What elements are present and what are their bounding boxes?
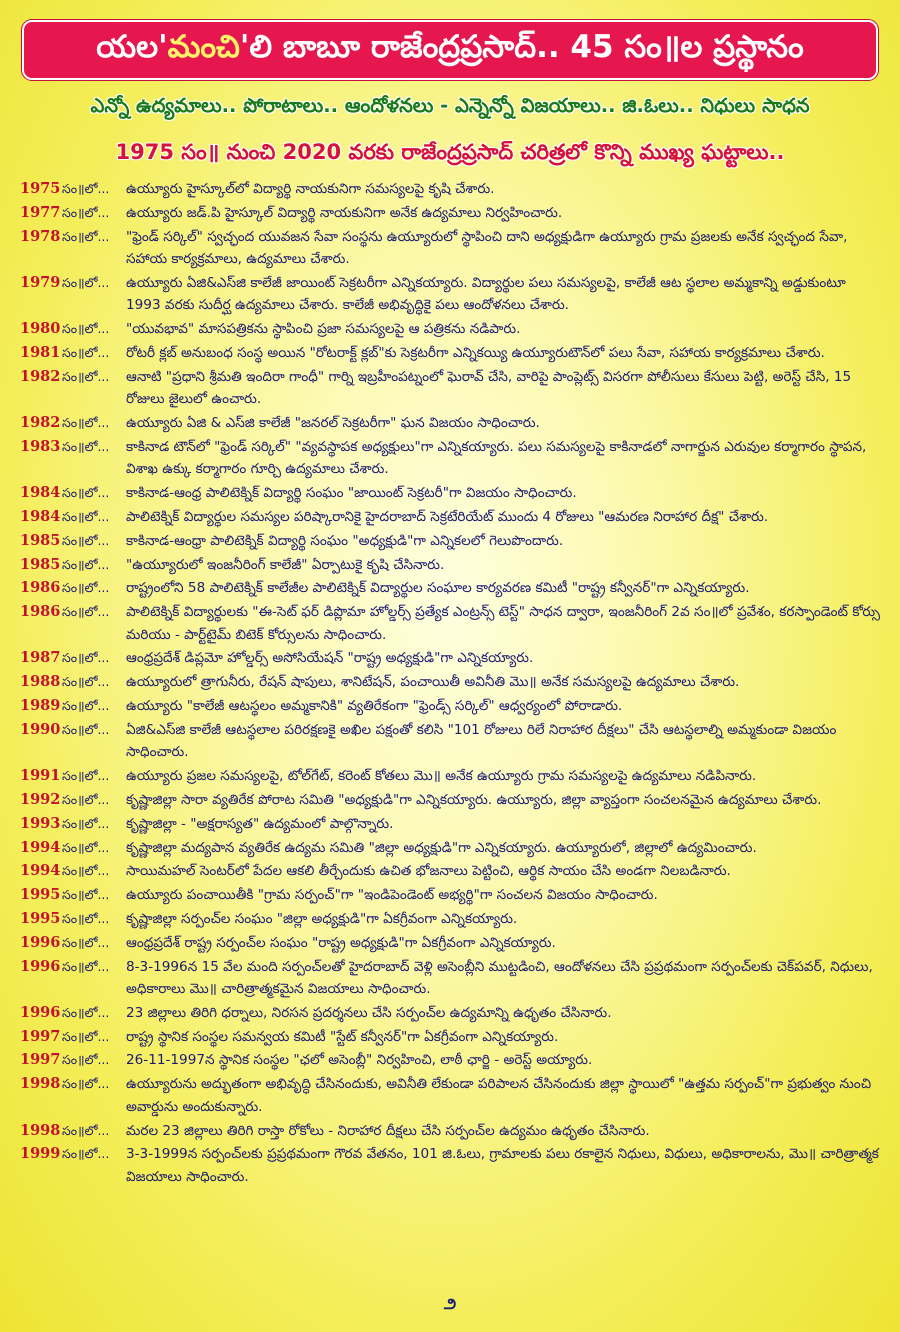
entry-text: రోటరీ క్లబ్ అనుబంధ సంస్థ అయిన "రోటరాక్ట్ క్లబ్"కు సెక్రటరీగా ఎన్నికయ్యి ఉయ్యూరుటౌన్‌లో పలు సేవా, సహాయ కార్యక్రమాలు చేశారు. [126,344,825,361]
entry-year-suffix: సం॥లో... [62,839,110,855]
entry-text: కాకినాడ-ఆంధ్ర పాలిటెక్నిక్ విద్యార్థి సంఘం "జాయింట్ సెక్రటరీ"గా విజయం సాధించారు. [126,485,577,502]
timeline-entry [20,530,882,553]
entry-year: 1992 [20,790,61,808]
entry-year: 1993 [20,814,61,832]
entry-year-suffix: సం॥లో... [62,1122,110,1138]
timeline-entry [20,1073,882,1118]
entry-year-suffix: సం॥లో... [62,532,110,548]
entry-year: 1988 [20,673,61,691]
timeline-entry [20,956,882,1001]
entry-year-suffix: సం॥లో... [62,204,110,220]
timeline-entry [20,272,882,317]
timeline-entry [20,647,882,670]
entry-year: 1985 [20,555,61,573]
entry-year: 1997 [20,1051,61,1069]
entry-text: ఉయ్యూరు జడ్.పి హైస్కూల్ విద్యార్థి నాయకునిగా అనేక ఉద్యమాలు నిర్వహించారు. [126,204,563,221]
entry-year-suffix: సం॥లో... [62,556,110,572]
timeline-entry [20,719,882,764]
entry-year-suffix: సం॥లో... [62,1146,110,1162]
entry-year: 1995 [20,909,61,927]
banner-title [96,29,803,72]
entry-year-suffix: సం॥లో... [62,368,110,384]
entry-text: 26-11-1997న స్థానిక సంస్థల "ఛలో అసెంబ్లీ" నిర్వహించి, లాఠీ ఛార్జి - అరెస్ట్ అయ్యారు. [126,1052,593,1069]
timeline-entry [20,1002,882,1025]
entry-year-suffix: సం॥లో... [62,438,110,454]
entry-year-suffix: సం॥లో... [62,650,110,666]
entry-year-suffix: సం॥లో... [62,958,110,974]
entry-year: 1991 [20,767,61,785]
entry-year: 1999 [20,1145,61,1163]
entry-text: కృష్ణాజిల్లా సర్పంచ్‌ల సంఘం "జిల్లా అధ్యక్షుడి"గా ఏకగ్రీవంగా ఎన్నికయ్యారు. [126,910,518,927]
timeline-entry [20,342,882,365]
entry-year-suffix: సం॥లో... [62,1052,110,1068]
entry-year-suffix: సం॥లో... [62,863,110,879]
entry-text: కృష్ణాజిల్లా - "అక్షరాస్యత" ఉద్యమంలో పాల్గొన్నారు. [126,815,394,832]
timeline-entry [20,318,882,341]
entry-text: రాష్ట్ర స్థానిక సంస్థల సమన్వయ కమిటీ "స్టేట్ కన్వీనర్"గా ఏకగ్రీవంగా ఎన్నికయ్యారు. [126,1028,559,1045]
entry-year-suffix: సం॥లో... [62,321,110,337]
timeline-entry [20,932,882,955]
entry-year-suffix: సం॥లో... [62,934,110,950]
timeline-entry [20,837,882,860]
title-banner [22,20,878,80]
entry-text: ఏజి&ఎస్‌జి కాలేజీ ఆటస్థలాల పరిరక్షణకై అఖిల పక్షంతో కలిసి "101 రోజులు రిలే నిరాహార దీక్షలు" చేసి ఆటస్థలాల్ని అమ్మకుండా విజయం సాధించారు. [126,721,837,761]
entry-text: 23 జిల్లాలు తిరిగి ధర్నాలు, నిరసన ప్రదర్శనలు చేసి సర్పంచ్‌ల ఉద్యమాన్ని ఉధృతం చేసినారు. [126,1004,612,1021]
entry-text: కృష్ణాజిల్లా సారా వ్యతిరేక పోరాట సమితి "అధ్యక్షుడి"గా ఎన్నికయ్యారు. ఉయ్యూరు, జిల్లా వ్యాప్తంగా సంచలనమైన ఉద్యమాలు చేశారు. [126,791,822,808]
entry-text: ఉయ్యూరు "కాలేజీ ఆటస్థలం అమ్మకానికి" వ్యతిరేకంగా "ఫ్రెండ్స్ సర్కిల్" ఆధ్వర్యంలో పోరాడారు. [126,698,623,715]
entry-text: "ఫ్రెండ్ సర్కిల్" స్వచ్ఛంద యువజన సేవా సంస్థను ఉయ్యూరులో స్థాపించి దాని అధ్యక్షుడిగా ఉయ్యూరు గ్రామ ప్రజలకు అనేక స్వచ్ఛంద సేవా, సహాయ కార్యక్రమాలు, ఉద్యమాలు చేశారు. [126,228,848,268]
timeline-entry [20,908,882,931]
entry-year: 1981 [20,343,61,361]
entry-text: ఉయ్యూరును అద్భుతంగా అభివృద్ధి చేసినందుకు, అవినీతి లేకుండా పరిపాలన చేసినందుకు జిల్లా స్థాయిలో "ఉత్తమ సర్పంచ్"గా ప్రభుత్వం నుంచి అవార్డును అందుకున్నారు. [126,1076,872,1115]
entry-year-suffix: సం॥లో... [62,815,110,831]
entry-year-suffix: సం॥లో... [62,1004,110,1020]
timeline-entry [20,860,882,883]
entry-year: 1995 [20,886,61,904]
subtitle: ఎన్నో ఉద్యమాలు.. పోరాటాలు.. ఆందోళనలు - ఎన్నెన్నో విజయాలు.. జి.ఓలు.. నిధులు సాధన [90,94,810,117]
entry-year: 1990 [20,720,61,738]
entry-text: పాలిటెక్నిక్ విద్యార్థుల సమస్యల పరిష్కారానికై హైదరాబాద్ సెక్రటేరియేట్ ముందు 4 రోజులు "ఆమరణ నిరాహార దీక్ష" చేశారు. [126,508,769,525]
entry-text: ఉయ్యూరు ప్రజల సమస్యలపై, టోల్‌గేట్, కరెంట్ కోతలు మొ॥ అనేక ఉయ్యూరు గ్రామ సమస్యలపై ఉద్యమాలు నడిపినారు. [126,768,757,785]
entry-year: 1994 [20,862,61,880]
timeline-entry [20,366,882,411]
section-heading: 1975 సం॥ నుంచి 2020 వరకు రాజేంద్రప్రసాద్ చరిత్రలో కొన్ని ముఖ్య ఘట్టాలు.. [115,140,785,164]
entry-year-suffix: సం॥లో... [62,1028,110,1044]
entry-year-suffix: సం॥లో... [62,791,110,807]
entry-year: 1996 [20,933,61,951]
entry-year: 1983 [20,437,61,455]
timeline-entry [20,884,882,907]
entry-year-suffix: సం॥లో... [62,910,110,926]
entry-text: ఆనాటి "ప్రధాని శ్రీమతి ఇందిరా గాంధీ" గార్ని ఇబ్రహీంపట్నంలో ఘెరావ్ చేసి, వారిపై పాంప్లెట్స్ విసరగా పోలీసులు కేసులు పెట్టి, అరెస్ట్ చేసి, 15 రోజులు జైలులో ఉంచారు. [126,368,852,408]
timeline-entry [20,601,882,646]
entry-year: 1982 [20,367,61,385]
timeline-entry [20,482,882,505]
entry-text: కాకినాడ టౌన్‌లో "ఫ్రెండ్ సర్కిల్" "వ్యవస్థాపక అధ్యక్షులు"గా ఎన్నికయ్యారు. పలు సమస్యలపై కాకినాడలో నాగార్జున ఎరువుల కర్మాగారం స్థాపన, విశాఖ ఉక్కు కర్మాగారం గూర్చి ఉద్యమాలు చేశారు. [126,438,867,478]
entry-text: ఉయ్యూరులో త్రాగునీరు, రేషన్ షాపులు, శానిటేషన్, పంచాయితీ అవినీతి మొ॥ అనేక సమస్యలపై ఉద్యమాలు చేశారు. [126,674,740,691]
entry-year: 1984 [20,507,61,525]
banner-title-part2: 'లి బాబూ రాజేంద్రప్రసాద్.. 45 సం॥ల ప్రస్థానం [239,28,804,65]
entry-text: 3-3-1999న సర్పంచ్‌లకు ప్రప్రథమంగా గౌరవ వేతనం, 101 జి.ఓలు, గ్రామాలకు పలు రకాలైన నిధులు, విధులు, అధికారాలను, మొ॥ చారిత్రాత్మక విజయాలు సాధించారు. [126,1146,879,1185]
timeline-entry [20,577,882,600]
entry-year-suffix: సం॥లో... [62,674,110,690]
entry-text: రాష్ట్రంలోని 58 పాలిటెక్నిక్ కాలేజీల పాలిటెక్నిక్ విద్యార్థుల సంఘాల కార్యవరణ కమిటీ "రాష్ట్ర కన్వీనర్"గా ఎన్నికయ్యారు. [126,580,750,597]
entry-year: 1998 [20,1121,61,1139]
entry-year: 1998 [20,1075,61,1093]
entry-year: 1986 [20,603,61,621]
timeline-entry [20,813,882,836]
entry-text: ఉయ్యూరు ఏజి & ఎస్‌జి కాలేజీ "జనరల్ సెక్రటరీగా" ఘన విజయం సాధించారు. [126,415,540,432]
timeline-entry [20,671,882,694]
timeline-entry [20,554,882,577]
entry-text: కృష్ణాజిల్లా మద్యపాన వ్యతిరేక ఉద్యమ సమితి "జిల్లా అధ్యక్షుడి"గా ఎన్నికయ్యారు. ఉయ్యూరులో, జిల్లాలో ఉద్యమించారు. [126,839,757,856]
entry-text: ఆంధ్రప్రదేశ్ రాష్ట్ర సర్పంచ్‌ల సంఘం "రాష్ట్ర అధ్యక్షుడి"గా ఏకగ్రీవంగా ఎన్నికయ్యారు. [126,934,556,951]
entry-year-suffix: సం॥లో... [62,415,110,431]
entry-text: ఉయ్యూరు పంచాయితీకి "గ్రామ సర్పంచ్"గా "ఇండిపెండెంట్ అభ్యర్థి"గా సంచలన విజయం సాధించారు. [126,887,658,904]
entry-year: 1984 [20,484,61,502]
entry-year-suffix: సం॥లో... [62,1076,110,1092]
timeline-entry [20,412,882,435]
page-number: ౨ [443,1294,457,1313]
entry-text: కాకినాడ-ఆంధ్రా పాలిటెక్నిక్ విద్యార్థి సంఘం "అధ్యక్షుడి"గా ఎన్నికలలో గెలుపొందారు. [126,532,564,549]
entry-year-suffix: సం॥లో... [62,887,110,903]
timeline-entry [20,1120,882,1143]
entry-year-suffix: సం॥లో... [62,228,110,244]
entry-year: 1978 [20,227,61,245]
timeline-entry [20,226,882,271]
entry-year: 1986 [20,579,61,597]
entry-text: మరల 23 జిల్లాలు తిరిగి రాస్తా రోకోలు - నిరాహార దీక్షలు చేసి సర్పంచ్‌ల ఉద్యమం ఉధృతం చేసినారు. [126,1122,650,1139]
entry-year: 1977 [20,203,61,221]
banner-title-part1: యల' [96,28,168,65]
banner-title-highlight: మంచి [167,28,240,65]
entry-text: ఉయ్యూరు ఏజి&ఎస్‌జి కాలేజీ జాయింట్ సెక్రటరీగా ఎన్నికయ్యారు. విద్యార్థుల పలు సమస్యలపై, కాలేజీ ఆట స్థలాల అమ్మకాన్ని అడ్డుకుంటూ 1993 వరకు సుదీర్ఘ ఉద్యమాలు చేశారు. కాలేజీ అభివృద్ధికై పలు ఆందోళనలు చేశారు. [126,274,846,314]
timeline-entry [20,178,882,201]
entry-year: 1985 [20,531,61,549]
timeline-entry [20,202,882,225]
timeline-list [20,178,882,1190]
entry-year: 1982 [20,414,61,432]
entry-year: 1979 [20,273,61,291]
entry-text: సాయిమహల్ సెంటర్‌లో పేదల ఆకలి తీర్చేందుకు ఉచిత భోజనాలు పెట్టించి, ఆర్థిక సాయం చేసి అండగా నిలబడినారు. [126,863,731,880]
entry-year: 1997 [20,1027,61,1045]
timeline-entry [20,1143,882,1188]
entry-year: 1996 [20,957,61,975]
timeline-entry [20,695,882,718]
entry-text: పాలిటెక్నిక్ విద్యార్థులకు "ఈ-సెట్ ఫర్ డిప్లొమా హోల్డర్స్ ప్రత్యేక ఎంట్రన్స్ టెస్ట్" సాధన ద్వారా, ఇంజనీరింగ్ 2వ సం॥లో ప్రవేశం, కరస్పాండెంట్ కోర్సు మరియు - పార్ట్‌టైమ్ బిటెక్ కోర్సులను సాధించారు. [126,604,881,643]
entry-year: 1987 [20,649,61,667]
entry-year-suffix: సం॥లో... [62,485,110,501]
entry-year-suffix: సం॥లో... [62,344,110,360]
entry-year: 1980 [20,320,61,338]
entry-text: "ఉయ్యూరులో ఇంజనీరింగ్ కాలేజీ" ఏర్పాటుకై కృషి చేసినారు. [126,556,445,573]
entry-year-suffix: సం॥లో... [62,721,110,737]
entry-year-suffix: సం॥లో... [62,508,110,524]
timeline-entry [20,436,882,481]
timeline-entry [20,1049,882,1072]
entry-year: 1994 [20,838,61,856]
entry-year-suffix: సం॥లో... [62,604,110,620]
timeline-entry [20,1026,882,1049]
entry-text: 8-3-1996న 15 వేల మంది సర్పంచ్‌లతో హైదరాబాద్ వెళ్లి అసెంబ్లీని ముట్టడించి, ఆందోళనలు చేసి ప్రప్రథమంగా సర్పంచ్‌లకు చెక్‌పవర్, నిధులు, అధికారాలు మొ॥ చారిత్రాత్మకమైన విజయాలు సాధించారు. [126,958,873,998]
timeline-entry [20,789,882,812]
entry-text: ఆంధ్రప్రదేశ్ డిప్లమో హోల్డర్స్ అసోసియేషన్ "రాష్ట్ర అధ్యక్షుడి"గా ఎన్నికయ్యారు. [126,650,534,667]
timeline-entry [20,506,882,529]
entry-year: 1975 [20,180,61,197]
entry-year: 1989 [20,697,61,715]
entry-text: ఉయ్యూరు హైస్కూల్‌లో విద్యార్థి నాయకునిగా సమస్యలపై కృషి చేశారు. [126,181,495,197]
entry-text: "యువభావ" మాసపత్రికను స్థాపించి ప్రజా సమస్యలపై ఆ పత్రికను నడిపారు. [126,321,521,338]
entry-year-suffix: సం॥లో... [62,768,110,784]
entry-year-suffix: సం॥లో... [62,181,110,196]
timeline-entry [20,765,882,788]
entry-year-suffix: సం॥లో... [62,698,110,714]
entry-year-suffix: సం॥లో... [62,274,110,290]
entry-year-suffix: సం॥లో... [62,580,110,596]
entry-year: 1996 [20,1003,61,1021]
